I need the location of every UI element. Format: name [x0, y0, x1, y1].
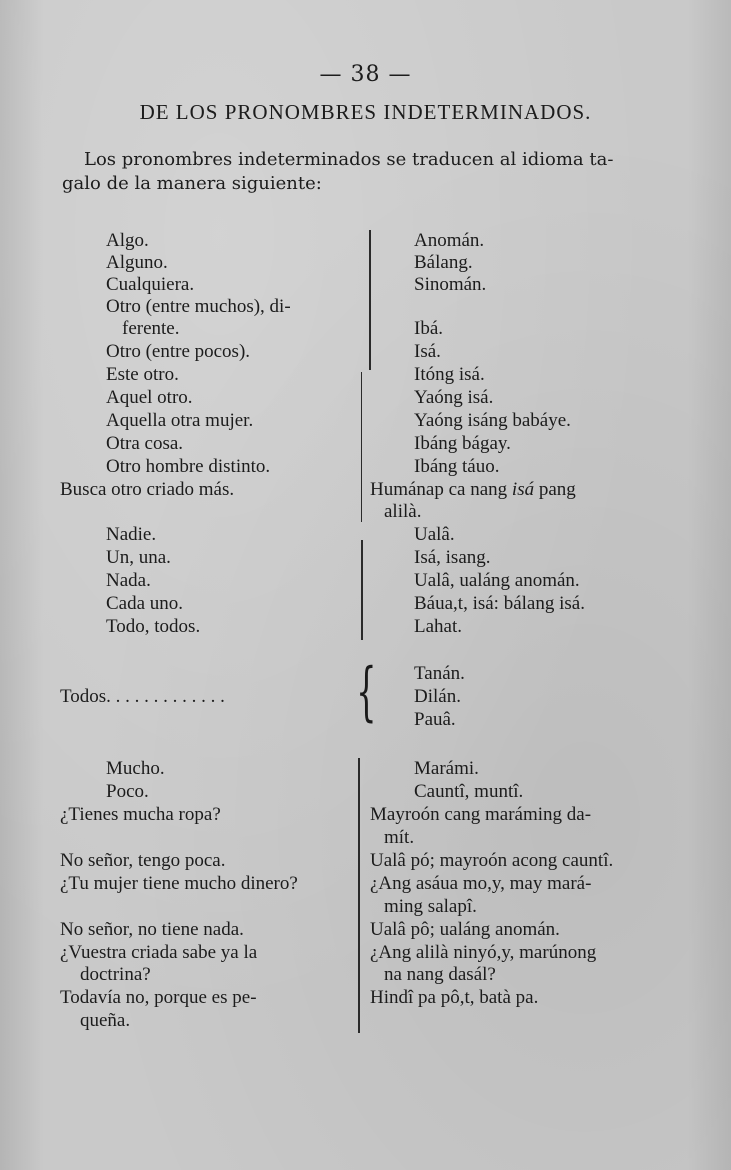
- tagalog-term: Cauntî, muntî.: [414, 781, 524, 802]
- tagalog-term: Isá, isang.: [414, 547, 491, 568]
- spanish-term: Nadie.: [106, 524, 157, 545]
- spanish-term: Otro (entre pocos).: [106, 341, 251, 362]
- spanish-term: Todo, todos.: [106, 616, 201, 637]
- tagalog-term: Itóng isá.: [414, 364, 485, 385]
- tagalog-term: Isá.: [414, 341, 441, 362]
- tagalog-term: Ualâ.: [414, 524, 455, 545]
- column-divider: [369, 230, 371, 370]
- tagalog-term: Tanán.: [414, 663, 465, 684]
- tagalog-term: [370, 479, 576, 501]
- spanish-term: Otro (entre muchos), di-: [106, 296, 291, 317]
- spanish-phrase: ¿Tienes mucha ropa?: [60, 804, 221, 825]
- spanish-term: Otra cosa.: [106, 433, 184, 454]
- tagalog-phrase: Ualâ pô; ualáng anomán.: [370, 919, 560, 940]
- curly-brace-icon: {: [356, 655, 377, 729]
- page-number: — 38 —: [319, 62, 412, 87]
- tagalog-term: Yaóng isáng babáye.: [414, 410, 571, 431]
- intro-line-2: galo de la manera siguiente:: [62, 173, 322, 194]
- spanish-term: Este otro.: [106, 364, 179, 385]
- tagalog-term: Ibá.: [414, 318, 444, 339]
- spanish-term: Mucho.: [106, 758, 165, 779]
- tagalog-phrase: Mayroón cang maráming da-: [370, 804, 592, 825]
- tagalog-term: Lahat.: [414, 616, 463, 637]
- spanish-phrase-continuation: queña.: [80, 1010, 131, 1031]
- spanish-term: Un, una.: [106, 547, 171, 568]
- spanish-term: Poco.: [106, 781, 149, 802]
- tagalog-term: Báua,t, isá: bálang isá.: [414, 593, 585, 614]
- spanish-phrase: ¿Vuestra criada sabe ya la: [60, 942, 258, 963]
- intro-line-1: Los pronombres indeterminados se traducen al idioma ta-: [84, 149, 614, 170]
- spanish-term: Algo.: [106, 230, 149, 251]
- spanish-phrase: ¿Tu mujer tiene mucho dinero?: [60, 873, 298, 894]
- tagalog-phrase-continuation: ming salapî.: [384, 896, 477, 917]
- spanish-term-continuation: ferente.: [122, 318, 180, 339]
- spanish-term: Aquella otra mujer.: [106, 410, 254, 431]
- tagalog-phrase-continuation: na nang dasál?: [384, 964, 496, 985]
- tagalog-italic: isá: [511, 479, 535, 500]
- tagalog-term: Ibáng táuo.: [414, 456, 500, 477]
- spanish-term: Busca otro criado más.: [60, 479, 235, 500]
- tagalog-term: Sinomán.: [414, 274, 487, 295]
- tagalog-term: Pauâ.: [414, 709, 456, 730]
- spanish-term: Nada.: [106, 570, 151, 591]
- tagalog-phrase: Hindî pa pô,t, batà pa.: [370, 987, 539, 1008]
- spanish-term: Cada uno.: [106, 593, 184, 614]
- tagalog-term: Dilán.: [414, 686, 461, 707]
- intro-paragraph: [62, 148, 702, 196]
- spanish-phrase: No señor, no tiene nada.: [60, 919, 244, 940]
- tagalog-text: pang: [538, 479, 576, 500]
- tagalog-term: Ibáng bágay.: [414, 433, 511, 454]
- tagalog-phrase: ¿Ang alilà ninyó,y, marúnong: [370, 942, 597, 963]
- tagalog-phrase-continuation: mít.: [384, 827, 415, 848]
- column-divider: [358, 758, 360, 1033]
- spanish-term: Otro hombre distinto.: [106, 456, 271, 477]
- tagalog-phrase: ¿Ang asáua mo,y, may mará-: [370, 873, 592, 894]
- tagalog-term: Marámi.: [414, 758, 479, 779]
- section-title: DE LOS PRONOMBRES INDETERMINADOS.: [139, 100, 592, 124]
- spanish-phrase-continuation: doctrina?: [80, 964, 151, 985]
- tagalog-text: Humánap ca nang: [370, 479, 508, 500]
- tagalog-term: Bálang.: [414, 252, 473, 273]
- spanish-term: Cualquiera.: [106, 274, 195, 295]
- column-divider: [361, 540, 363, 640]
- spanish-term: Alguno.: [106, 252, 168, 273]
- spanish-term: Aquel otro.: [106, 387, 193, 408]
- tagalog-term: Ualâ, ualáng anomán.: [414, 570, 580, 591]
- column-divider: [361, 372, 362, 522]
- spanish-phrase: Todavía no, porque es pe-: [60, 987, 257, 1008]
- spanish-term-todos: Todos. . . . . . . . . . . . .: [60, 686, 225, 707]
- tagalog-term-continuation: alilà.: [384, 501, 422, 522]
- spanish-phrase: No señor, tengo poca.: [60, 850, 226, 871]
- tagalog-term: Yaóng isá.: [414, 387, 494, 408]
- tagalog-phrase: Ualâ pó; mayroón acong cauntî.: [370, 850, 614, 871]
- tagalog-term: Anomán.: [414, 230, 485, 251]
